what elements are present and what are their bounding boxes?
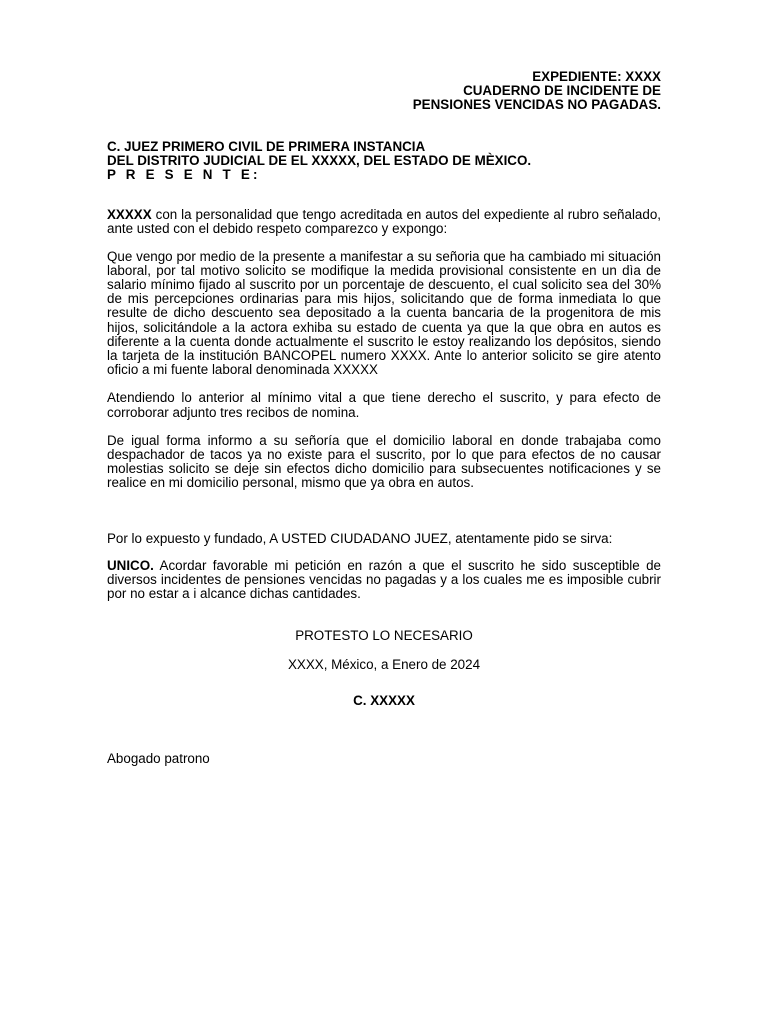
case-subject: PENSIONES VENCIDAS NO PAGADAS. bbox=[412, 97, 661, 113]
signature-name: C. XXXXX bbox=[353, 692, 415, 708]
case-notebook: CUADERNO DE INCIDENTE DE bbox=[463, 83, 661, 99]
work-address-paragraph: De igual forma informo a su señoría que el domicilio laboral en donde trabajaba como despachador de tacos ya no existe para el suscrito, por lo que para efectos de no causar molestias solicito se deje sin efectos dicho domicilio para subsecuentes notificaciones y se realice en mi domicilio personal, mismo que ya obra en autos. bbox=[107, 432, 661, 491]
unico-label: UNICO. bbox=[107, 557, 154, 573]
signature-role: Abogado patrono bbox=[107, 751, 210, 767]
petitioner-name: XXXXX bbox=[107, 207, 152, 223]
place-date-line: XXXX, México, a Enero de 2024 bbox=[287, 656, 481, 672]
case-number: EXPEDIENTE: XXXX bbox=[532, 69, 661, 84]
main-paragraph: Que vengo por medio de la presente a manifestar a su señoria que ha cambiado mi situación laboral, por tal motivo solicito se modifique la medida provisional consistente en un dìa de salario mínimo fijado al suscrito por un porcentaje de descuento, el cual solicito sea del 30% de mis percepciones ordinarias para mis hijos, solicitando que de forma inmediata lo que resulte de dicho descuento sea depositado a la cuenta bancaria de la progenitora de mis hijos, solicitándole a la actora exhiba su estado de cuenta ya que la que obra en autos es diferente a la cuenta donde actualmente el suscrito le estoy realizando los depósitos, siendo la tarjeta de la institución BANCOPEL numero XXXX. Ante lo anterior solicito se gire atento oficio a mi fuente laboral denominada XXXXX bbox=[107, 248, 661, 378]
addressee-presente: P R E S E N T E: bbox=[107, 167, 261, 183]
addressee-judge: C. JUEZ PRIMERO CIVIL DE PRIMERA INSTANCIA bbox=[107, 138, 426, 154]
document-page bbox=[107, 70, 661, 766]
protesto-line: PROTESTO LO NECESARIO bbox=[295, 628, 473, 644]
addressee-block bbox=[107, 140, 661, 183]
unico-paragraph bbox=[107, 559, 661, 602]
addressee-district: DEL DISTRITO JUDICIAL DE EL XXXXX, DEL ESTADO DE MÈXICO. bbox=[107, 152, 532, 168]
case-header bbox=[107, 70, 661, 113]
intro-paragraph bbox=[107, 208, 661, 236]
minimum-vital-paragraph: Atendiendo lo anterior al mínimo vital a que tiene derecho el suscrito, y para efecto de corroborar adjunto tres recibos de nomina. bbox=[107, 390, 661, 420]
request-paragraph: Por lo expuesto y fundado, A USTED CIUDADANO JUEZ, atentamente pido se sirva: bbox=[107, 530, 613, 546]
unico-text: Acordar favorable mi petición en razón a que el suscrito he sido susceptible de diversos incidentes de pensiones vencidas no pagadas y a los cuales me es imposible cubrir por no estar a i alcance dichas cantidades. bbox=[107, 557, 661, 602]
intro-text: con la personalidad que tengo acreditada en autos del expediente al rubro señalado, ante usted con el debido respeto comparezco y expongo: bbox=[107, 207, 661, 237]
